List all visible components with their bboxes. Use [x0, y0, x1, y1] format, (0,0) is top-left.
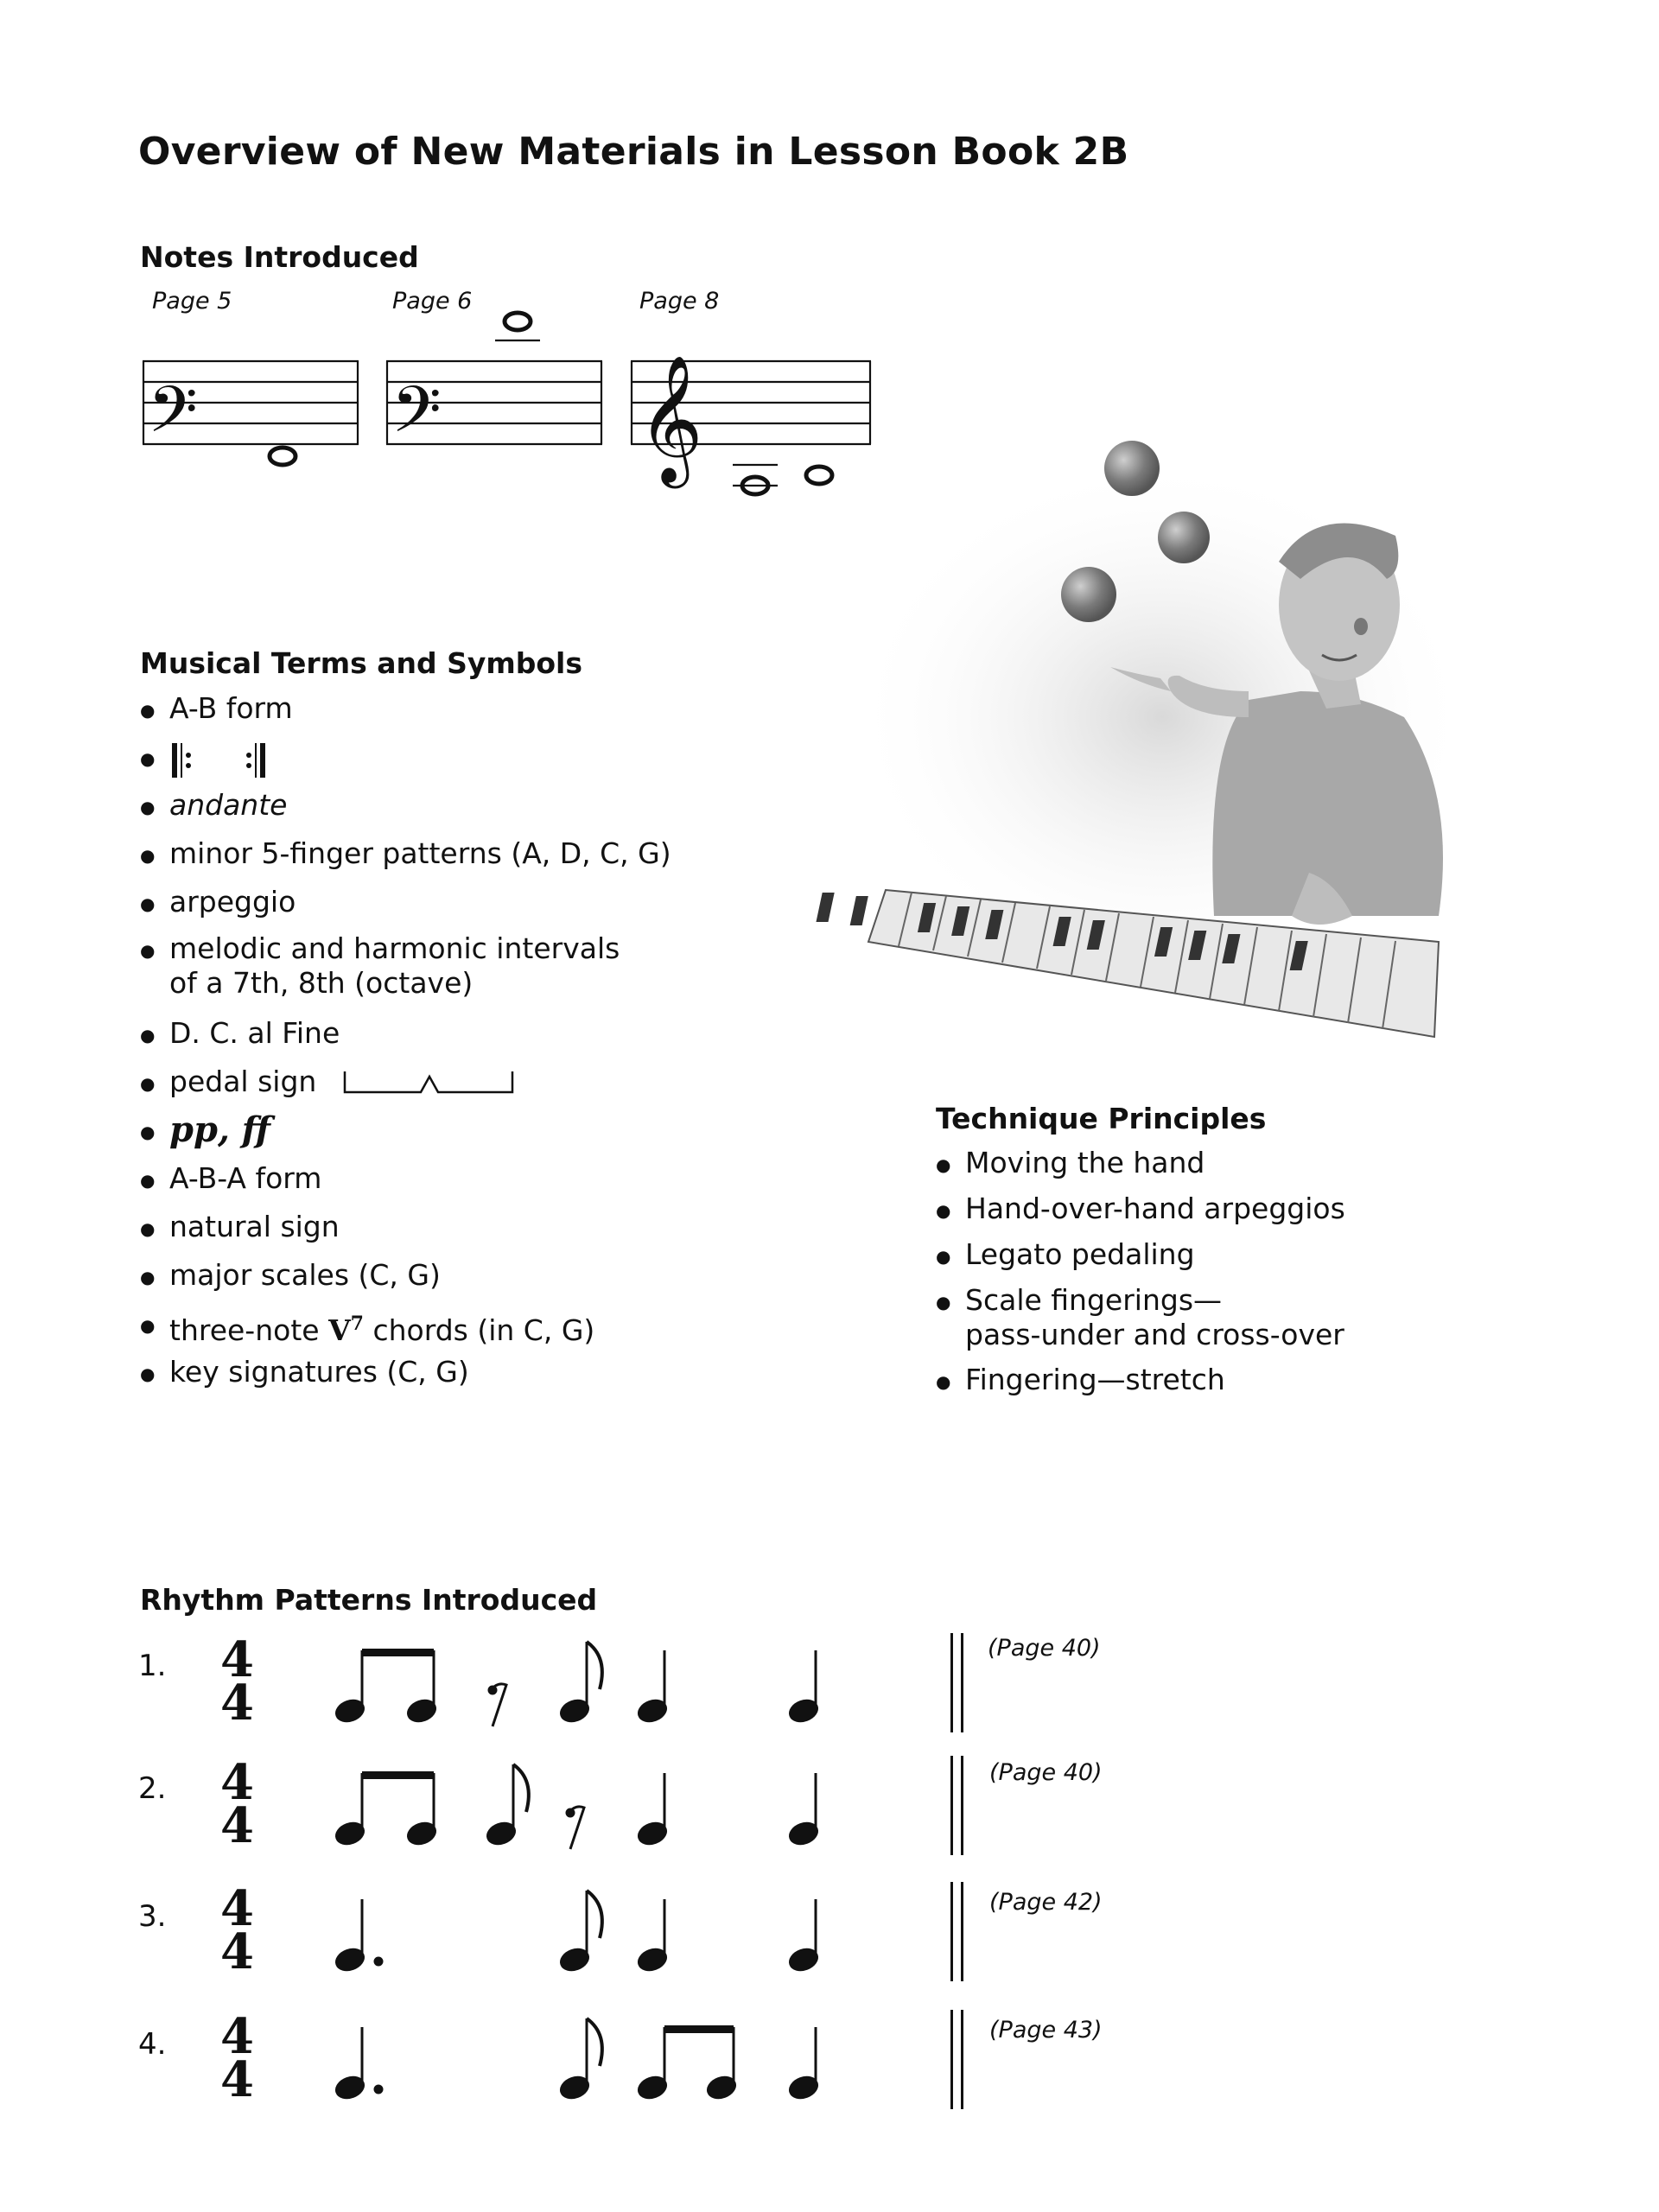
list-item: ● Hand-over-hand arpeggios	[936, 1192, 1541, 1237]
list-item: ● Moving the hand	[936, 1146, 1541, 1192]
time-signature-top: 4	[220, 2008, 254, 2065]
rhythm-number: 2.	[138, 1771, 167, 1806]
list-item: ● Scale fingerings— pass-under and cross-over	[936, 1283, 1541, 1363]
dynamic-pp: pp	[169, 1109, 218, 1150]
bass-clef-icon: 𝄢	[148, 372, 198, 463]
rhythm-number: 3.	[138, 1899, 167, 1934]
technique-list	[936, 1146, 1541, 1408]
page-label-8: Page 8	[639, 288, 720, 315]
rhythm-heading: Rhythm Patterns Introduced	[140, 1583, 598, 1617]
time-signature-bottom: 4	[220, 2051, 254, 2108]
staff-bass-high-c	[386, 354, 611, 510]
bass-clef-icon: 𝄢	[391, 372, 442, 463]
rhythm-number: 1.	[138, 1649, 167, 1683]
rhythm-pattern-1	[216, 1633, 968, 1737]
terms-list	[140, 691, 814, 1403]
list-item: ● pedal sign	[140, 1065, 814, 1113]
rhythm-pattern-4	[216, 2010, 968, 2113]
rhythm-pattern-3	[216, 1882, 968, 1986]
list-item: ● natural sign	[140, 1210, 814, 1258]
rhythm-pattern-2	[216, 1756, 968, 1859]
list-item: ● melodic and harmonic intervals of a 7th, 8th (octave)	[140, 931, 814, 1016]
list-item	[140, 740, 814, 788]
rhythm-page-ref: (Page 43)	[989, 2017, 1103, 2044]
rhythm-page-ref: (Page 40)	[989, 1759, 1103, 1786]
chord-symbol-v: V	[328, 1313, 351, 1347]
juggling-boy-piano-illustration	[799, 432, 1482, 1054]
whole-note	[270, 448, 296, 465]
time-signature-top: 4	[220, 1631, 254, 1688]
dynamic-ff: ff	[241, 1109, 270, 1150]
time-signature-top: 4	[220, 1754, 254, 1811]
pedal-sign-icon	[343, 1066, 524, 1097]
staff-bass-low-f	[143, 354, 367, 510]
list-item: ● A-B form	[140, 691, 814, 740]
page-label-6: Page 6	[392, 288, 473, 315]
ball-icon	[1104, 441, 1160, 496]
list-item: ● Legato pedaling	[936, 1237, 1541, 1283]
whole-note	[505, 313, 531, 330]
time-signature-bottom: 4	[220, 1675, 254, 1732]
time-signature-bottom: 4	[220, 1797, 254, 1854]
page-label-5: Page 5	[152, 288, 232, 315]
list-item: ● major scales (C, G)	[140, 1258, 814, 1306]
list-item: ● D. C. al Fine	[140, 1016, 814, 1065]
list-item: ● arpeggio	[140, 885, 814, 931]
list-item: ● three-note $V^7$ chords (in C, G)	[140, 1306, 814, 1355]
chord-symbol-7: 7	[350, 1313, 364, 1335]
list-item: ● Fingering—stretch	[936, 1363, 1541, 1408]
technique-heading: Technique Principles	[936, 1102, 1267, 1135]
ball-icon	[1158, 512, 1210, 563]
rhythm-page-ref: (Page 40)	[988, 1635, 1101, 1662]
ball-icon	[1061, 567, 1116, 622]
rhythm-number: 4.	[138, 2027, 167, 2062]
terms-heading: Musical Terms and Symbols	[140, 646, 582, 680]
time-signature-top: 4	[220, 1880, 254, 1937]
rhythm-page-ref: (Page 42)	[989, 1889, 1103, 1916]
repeat-signs-icon	[169, 740, 273, 781]
list-item: ● minor 5-finger patterns (A, D, C, G)	[140, 836, 814, 885]
treble-clef-icon: 𝄞	[638, 354, 703, 483]
notes-heading: Notes Introduced	[140, 240, 419, 274]
page-title: Overview of New Materials in Lesson Book 2B	[138, 130, 1129, 174]
list-item: ● key signatures (C, G)	[140, 1355, 814, 1403]
list-item: ● A-B-A form	[140, 1161, 814, 1210]
list-item: ● andante	[140, 788, 814, 836]
list-item: ● pp, ff	[140, 1113, 814, 1161]
time-signature-bottom: 4	[220, 1923, 254, 1980]
